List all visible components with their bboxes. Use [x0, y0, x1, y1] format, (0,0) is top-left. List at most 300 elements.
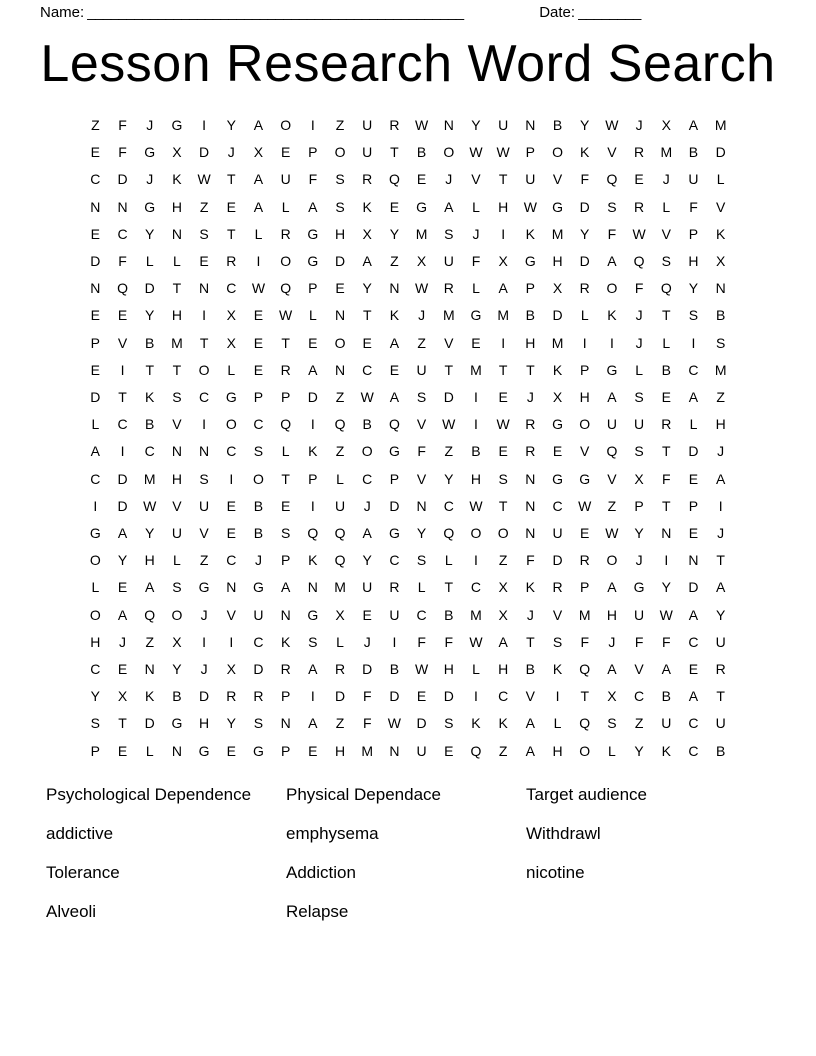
grid-cell[interactable]: W	[414, 117, 429, 133]
grid-cell[interactable]: E	[253, 334, 264, 351]
grid-cell[interactable]: N	[144, 661, 155, 678]
grid-cell[interactable]: L	[91, 416, 100, 433]
grid-cell[interactable]: I	[310, 688, 315, 705]
grid-cell[interactable]: S	[634, 389, 644, 406]
grid-cell[interactable]: X	[416, 253, 427, 270]
grid-cell[interactable]: V	[117, 334, 128, 351]
grid-cell[interactable]: I	[310, 117, 315, 133]
grid-cell[interactable]: E	[498, 389, 508, 406]
grid-cell[interactable]: L	[580, 307, 589, 324]
grid-cell[interactable]: B	[362, 416, 372, 433]
grid-cell[interactable]: V	[525, 688, 536, 705]
grid-cell[interactable]: A	[607, 253, 617, 270]
grid-cell[interactable]: A	[145, 579, 155, 596]
grid-cell[interactable]: S	[661, 253, 671, 270]
grid-cell[interactable]: C	[389, 552, 400, 569]
grid-cell[interactable]: A	[362, 525, 372, 542]
grid-cell[interactable]: X	[226, 661, 236, 678]
grid-cell[interactable]: A	[525, 742, 536, 759]
grid-cell[interactable]: N	[90, 280, 101, 297]
grid-cell[interactable]: U	[715, 715, 726, 732]
grid-cell[interactable]: N	[688, 552, 699, 569]
grid-cell[interactable]: N	[307, 579, 318, 596]
grid-cell[interactable]: B	[145, 334, 155, 351]
grid-cell[interactable]: A	[607, 661, 617, 678]
grid-cell[interactable]: A	[90, 443, 101, 460]
grid-cell[interactable]: K	[552, 361, 563, 378]
grid-cell[interactable]: K	[661, 742, 671, 759]
grid-cell[interactable]: Q	[280, 416, 292, 433]
grid-cell[interactable]: J	[146, 171, 154, 188]
grid-cell[interactable]: V	[634, 661, 644, 678]
grid-cell[interactable]: J	[662, 171, 670, 188]
grid-cell[interactable]: F	[118, 144, 127, 161]
grid-cell[interactable]: K	[145, 389, 155, 406]
grid-cell[interactable]: T	[281, 334, 290, 351]
grid-cell[interactable]: Z	[634, 715, 644, 732]
grid-cell[interactable]: L	[472, 198, 480, 215]
grid-cell[interactable]: H	[715, 416, 726, 433]
grid-cell[interactable]: P	[280, 742, 291, 759]
grid-cell[interactable]: K	[525, 579, 536, 596]
grid-cell[interactable]: B	[552, 117, 563, 133]
grid-cell[interactable]: R	[715, 661, 726, 678]
grid-cell[interactable]: B	[145, 416, 155, 433]
grid-cell[interactable]: G	[307, 253, 319, 270]
grid-cell[interactable]: I	[501, 225, 506, 242]
grid-cell[interactable]: D	[90, 253, 101, 270]
grid-cell[interactable]: A	[253, 171, 264, 188]
grid-cell[interactable]: N	[226, 579, 237, 596]
grid-cell[interactable]: R	[280, 661, 291, 678]
grid-cell[interactable]: N	[525, 525, 536, 542]
grid-cell[interactable]: P	[525, 144, 536, 161]
grid-cell[interactable]: T	[498, 497, 508, 514]
grid-cell[interactable]: C	[443, 497, 454, 514]
grid-cell[interactable]: Z	[498, 742, 508, 759]
grid-cell[interactable]: C	[253, 633, 264, 650]
grid-cell[interactable]: D	[90, 389, 101, 406]
grid-cell[interactable]: O	[470, 525, 482, 542]
grid-cell[interactable]: X	[335, 606, 345, 623]
grid-cell[interactable]: Z	[335, 389, 345, 406]
grid-cell[interactable]: B	[389, 661, 400, 678]
grid-cell[interactable]: K	[280, 633, 291, 650]
grid-cell[interactable]: Y	[416, 525, 427, 542]
grid-cell[interactable]: P	[308, 470, 318, 487]
grid-cell[interactable]: T	[227, 225, 236, 242]
grid-cell[interactable]: A	[715, 579, 726, 596]
grid-cell[interactable]: X	[634, 470, 644, 487]
grid-cell[interactable]: F	[362, 688, 372, 705]
grid-cell[interactable]: E	[498, 443, 508, 460]
grid-cell[interactable]: B	[715, 742, 726, 759]
grid-cell[interactable]: S	[607, 715, 617, 732]
grid-cell[interactable]: Q	[633, 253, 645, 270]
grid-cell[interactable]: U	[634, 416, 645, 433]
grid-cell[interactable]: C	[688, 742, 699, 759]
grid-cell[interactable]: Q	[388, 416, 400, 433]
grid-cell[interactable]: B	[661, 688, 671, 705]
grid-cell[interactable]: N	[90, 198, 101, 215]
grid-cell[interactable]: I	[229, 633, 234, 650]
grid-cell[interactable]: I	[256, 253, 261, 270]
grid-cell[interactable]: I	[691, 334, 696, 351]
grid-cell[interactable]: X	[498, 579, 508, 596]
grid-cell[interactable]: F	[417, 443, 426, 460]
grid-cell[interactable]: G	[470, 307, 482, 324]
grid-cell[interactable]: E	[362, 606, 372, 623]
grid-cell[interactable]: D	[579, 198, 590, 215]
grid-cell[interactable]: W	[360, 389, 374, 406]
grid-cell[interactable]: F	[580, 633, 589, 650]
grid-cell[interactable]: B	[444, 606, 454, 623]
grid-cell[interactable]: Y	[362, 552, 372, 569]
grid-cell[interactable]: P	[634, 497, 644, 514]
grid-cell[interactable]: A	[688, 688, 699, 705]
grid-cell[interactable]: T	[662, 443, 671, 460]
grid-cell[interactable]: N	[199, 280, 210, 297]
grid-cell[interactable]: P	[90, 742, 101, 759]
grid-cell[interactable]: G	[198, 579, 210, 596]
grid-cell[interactable]: B	[253, 497, 264, 514]
grid-cell[interactable]: N	[389, 280, 400, 297]
grid-cell[interactable]: H	[171, 307, 182, 324]
grid-cell[interactable]: M	[361, 742, 374, 759]
grid-cell[interactable]: P	[280, 688, 291, 705]
grid-cell[interactable]: Y	[661, 579, 671, 596]
grid-cell[interactable]: S	[253, 443, 264, 460]
grid-cell[interactable]: J	[119, 633, 127, 650]
grid-cell[interactable]: H	[579, 389, 590, 406]
grid-cell[interactable]: U	[362, 117, 373, 133]
grid-cell[interactable]: Z	[199, 198, 209, 215]
grid-cell[interactable]: C	[199, 389, 210, 406]
grid-cell[interactable]: A	[525, 715, 536, 732]
grid-cell[interactable]: P	[280, 389, 291, 406]
grid-cell[interactable]: T	[526, 361, 535, 378]
grid-cell[interactable]: U	[715, 633, 726, 650]
grid-cell[interactable]: Z	[444, 443, 454, 460]
grid-cell[interactable]: N	[171, 742, 182, 759]
grid-cell[interactable]: U	[199, 497, 210, 514]
grid-cell[interactable]: Q	[606, 443, 618, 460]
grid-cell[interactable]: K	[362, 198, 372, 215]
word-list-item[interactable]: nicotine	[526, 863, 585, 882]
grid-cell[interactable]: P	[525, 280, 536, 297]
grid-cell[interactable]: Y	[226, 117, 236, 133]
grid-cell[interactable]: K	[308, 552, 318, 569]
grid-cell[interactable]: A	[362, 253, 372, 270]
grid-cell[interactable]: S	[416, 389, 427, 406]
grid-cell[interactable]: U	[362, 579, 373, 596]
grid-cell[interactable]: L	[662, 334, 671, 351]
grid-cell[interactable]: D	[144, 715, 155, 732]
grid-cell[interactable]: E	[90, 225, 101, 242]
grid-cell[interactable]: D	[334, 688, 346, 705]
grid-cell[interactable]: Q	[334, 525, 346, 542]
grid-cell[interactable]: J	[717, 525, 725, 542]
grid-cell[interactable]: W	[469, 633, 483, 650]
grid-cell[interactable]: E	[416, 171, 427, 188]
grid-cell[interactable]: Q	[144, 606, 156, 623]
grid-cell[interactable]: U	[334, 497, 346, 514]
grid-cell[interactable]: T	[580, 688, 589, 705]
grid-cell[interactable]: J	[608, 633, 616, 650]
grid-cell[interactable]: K	[172, 171, 182, 188]
grid-cell[interactable]: J	[227, 144, 235, 161]
grid-cell[interactable]: V	[416, 470, 427, 487]
grid-cell[interactable]: V	[552, 171, 563, 188]
grid-cell[interactable]: E	[444, 742, 454, 759]
grid-cell[interactable]: Y	[715, 606, 726, 623]
grid-cell[interactable]: E	[688, 525, 699, 542]
grid-cell[interactable]: V	[172, 416, 182, 433]
word-search-grid[interactable]	[82, 112, 735, 765]
grid-cell[interactable]: K	[715, 225, 726, 242]
grid-cell[interactable]: T	[172, 280, 182, 297]
grid-cell[interactable]: R	[443, 280, 454, 297]
grid-cell[interactable]: Y	[145, 225, 155, 242]
grid-cell[interactable]: U	[661, 715, 672, 732]
grid-cell[interactable]: C	[226, 280, 237, 297]
grid-cell[interactable]: H	[552, 742, 563, 759]
grid-cell[interactable]: G	[225, 389, 237, 406]
grid-cell[interactable]: H	[552, 253, 563, 270]
grid-cell[interactable]: R	[389, 117, 400, 133]
grid-cell[interactable]: U	[416, 361, 427, 378]
grid-cell[interactable]: A	[308, 715, 318, 732]
grid-cell[interactable]: Y	[145, 307, 155, 324]
grid-cell[interactable]: V	[444, 334, 454, 351]
grid-cell[interactable]: D	[443, 389, 454, 406]
grid-cell[interactable]: U	[253, 606, 264, 623]
grid-cell[interactable]: C	[634, 688, 645, 705]
grid-cell[interactable]: U	[552, 525, 563, 542]
grid-cell[interactable]: Z	[335, 443, 345, 460]
grid-cell[interactable]: H	[688, 253, 699, 270]
grid-cell[interactable]: T	[199, 334, 209, 351]
grid-cell[interactable]: M	[171, 334, 183, 351]
grid-cell[interactable]: Y	[389, 225, 400, 242]
grid-cell[interactable]: Y	[145, 525, 155, 542]
grid-cell[interactable]: E	[661, 389, 671, 406]
grid-cell[interactable]: W	[251, 280, 266, 297]
grid-cell[interactable]: L	[145, 742, 154, 759]
grid-cell[interactable]: U	[171, 525, 182, 542]
grid-cell[interactable]: O	[497, 525, 509, 542]
grid-cell[interactable]: O	[443, 144, 455, 161]
grid-cell[interactable]: B	[715, 307, 726, 324]
grid-cell[interactable]: J	[200, 606, 208, 623]
grid-cell[interactable]: D	[117, 470, 128, 487]
grid-cell[interactable]: U	[362, 144, 373, 161]
grid-cell[interactable]: R	[661, 416, 672, 433]
grid-cell[interactable]: I	[474, 389, 478, 406]
grid-cell[interactable]: C	[117, 225, 128, 242]
grid-cell[interactable]: P	[308, 144, 318, 161]
grid-cell[interactable]: H	[199, 715, 210, 732]
grid-cell[interactable]: Q	[443, 525, 455, 542]
grid-cell[interactable]: L	[308, 307, 317, 324]
grid-cell[interactable]: C	[253, 416, 264, 433]
grid-cell[interactable]: N	[334, 361, 346, 378]
grid-cell[interactable]: M	[714, 117, 727, 133]
grid-cell[interactable]: A	[117, 525, 128, 542]
grid-cell[interactable]: I	[664, 552, 669, 569]
grid-cell[interactable]: B	[416, 144, 427, 161]
grid-cell[interactable]: E	[416, 688, 427, 705]
grid-cell[interactable]: I	[202, 117, 207, 133]
grid-cell[interactable]: W	[523, 198, 537, 215]
grid-cell[interactable]: F	[689, 198, 698, 215]
grid-cell[interactable]: M	[714, 361, 727, 378]
grid-cell[interactable]: D	[688, 579, 699, 596]
grid-cell[interactable]: R	[525, 443, 536, 460]
grid-cell[interactable]: G	[144, 198, 156, 215]
grid-cell[interactable]: I	[93, 497, 98, 514]
grid-cell[interactable]: R	[579, 552, 590, 569]
grid-cell[interactable]: F	[580, 171, 589, 188]
grid-cell[interactable]: P	[308, 280, 318, 297]
grid-cell[interactable]: O	[334, 334, 346, 351]
grid-cell[interactable]: K	[471, 715, 481, 732]
grid-cell[interactable]: L	[472, 661, 480, 678]
grid-cell[interactable]: S	[172, 389, 182, 406]
grid-cell[interactable]: L	[336, 470, 344, 487]
grid-cell[interactable]: G	[253, 742, 264, 759]
grid-cell[interactable]: Z	[199, 552, 209, 569]
grid-cell[interactable]: O	[606, 280, 618, 297]
grid-cell[interactable]: G	[307, 606, 319, 623]
grid-cell[interactable]: Z	[91, 117, 100, 133]
grid-cell[interactable]: D	[307, 389, 318, 406]
grid-cell[interactable]: F	[471, 253, 481, 270]
grid-cell[interactable]: I	[120, 361, 125, 378]
grid-cell[interactable]: L	[553, 715, 562, 732]
grid-cell[interactable]: I	[392, 633, 397, 650]
grid-cell[interactable]: L	[281, 198, 290, 215]
grid-cell[interactable]: T	[118, 389, 127, 406]
grid-cell[interactable]: N	[199, 443, 210, 460]
grid-cell[interactable]: I	[582, 334, 587, 351]
grid-cell[interactable]: G	[552, 470, 563, 487]
grid-cell[interactable]: Q	[470, 742, 482, 759]
grid-cell[interactable]: Q	[334, 552, 346, 569]
grid-cell[interactable]: S	[552, 633, 563, 650]
grid-cell[interactable]: W	[578, 497, 592, 514]
grid-cell[interactable]: E	[389, 361, 400, 378]
grid-cell[interactable]: O	[198, 361, 210, 378]
grid-cell[interactable]: F	[526, 552, 535, 569]
word-list-item[interactable]: Psychological Dependence	[46, 785, 252, 804]
grid-cell[interactable]: B	[661, 361, 671, 378]
grid-cell[interactable]: F	[662, 633, 671, 650]
grid-cell[interactable]: C	[90, 470, 101, 487]
grid-cell[interactable]: A	[498, 280, 508, 297]
grid-cell[interactable]: G	[579, 470, 591, 487]
grid-cell[interactable]: W	[605, 525, 619, 542]
grid-cell[interactable]: Y	[90, 688, 101, 705]
grid-cell[interactable]: J	[635, 334, 643, 351]
grid-cell[interactable]: B	[525, 661, 536, 678]
grid-cell[interactable]: U	[389, 606, 400, 623]
grid-cell[interactable]: P	[580, 361, 590, 378]
grid-cell[interactable]: L	[254, 225, 263, 242]
grid-cell[interactable]: D	[117, 497, 128, 514]
grid-cell[interactable]: E	[688, 661, 699, 678]
grid-cell[interactable]: R	[579, 280, 590, 297]
grid-cell[interactable]: I	[120, 443, 125, 460]
word-list-item[interactable]: Tolerance	[46, 863, 120, 882]
grid-cell[interactable]: X	[607, 688, 617, 705]
grid-cell[interactable]: E	[226, 497, 236, 514]
grid-cell[interactable]: Y	[362, 280, 372, 297]
grid-cell[interactable]: A	[308, 361, 318, 378]
grid-cell[interactable]: O	[579, 742, 591, 759]
grid-cell[interactable]: V	[226, 606, 236, 623]
grid-cell[interactable]: Z	[390, 253, 399, 270]
grid-cell[interactable]: E	[226, 742, 236, 759]
grid-cell[interactable]: Q	[388, 171, 400, 188]
grid-cell[interactable]: N	[443, 117, 454, 133]
grid-cell[interactable]: G	[388, 525, 400, 542]
word-list-item[interactable]: addictive	[46, 824, 114, 843]
grid-cell[interactable]: A	[715, 470, 726, 487]
grid-cell[interactable]: L	[173, 253, 181, 270]
grid-cell[interactable]: M	[470, 361, 482, 378]
grid-cell[interactable]: J	[200, 661, 208, 678]
grid-cell[interactable]: A	[444, 198, 454, 215]
grid-cell[interactable]: E	[199, 253, 209, 270]
grid-cell[interactable]: G	[552, 198, 563, 215]
word-list-item[interactable]: Relapse	[286, 902, 349, 921]
grid-cell[interactable]: D	[552, 307, 563, 324]
grid-cell[interactable]: Q	[117, 280, 128, 297]
grid-cell[interactable]: N	[661, 525, 672, 542]
grid-cell[interactable]: D	[416, 715, 427, 732]
grid-cell[interactable]: W	[469, 497, 483, 514]
grid-cell[interactable]: D	[199, 688, 210, 705]
grid-cell[interactable]: A	[688, 389, 699, 406]
grid-cell[interactable]: N	[416, 497, 427, 514]
grid-cell[interactable]: V	[580, 443, 590, 460]
grid-cell[interactable]: I	[501, 334, 506, 351]
grid-cell[interactable]: Y	[172, 661, 182, 678]
grid-cell[interactable]: S	[715, 334, 726, 351]
grid-cell[interactable]: E	[90, 144, 101, 161]
grid-cell[interactable]: F	[662, 470, 671, 487]
grid-cell[interactable]: S	[335, 198, 345, 215]
grid-cell[interactable]: R	[362, 171, 373, 188]
grid-cell[interactable]: O	[280, 117, 292, 133]
grid-cell[interactable]: T	[145, 361, 154, 378]
grid-cell[interactable]: A	[280, 579, 291, 596]
grid-cell[interactable]: R	[552, 579, 563, 596]
grid-cell[interactable]: G	[144, 144, 156, 161]
grid-cell[interactable]: N	[389, 742, 400, 759]
grid-cell[interactable]: T	[172, 361, 182, 378]
grid-cell[interactable]: Z	[335, 715, 345, 732]
grid-cell[interactable]: M	[415, 225, 428, 242]
grid-cell[interactable]: J	[717, 443, 725, 460]
grid-cell[interactable]: K	[607, 307, 617, 324]
grid-cell[interactable]: F	[118, 253, 127, 270]
grid-cell[interactable]: C	[498, 688, 509, 705]
grid-cell[interactable]: Z	[716, 389, 725, 406]
grid-cell[interactable]: C	[688, 633, 699, 650]
grid-cell[interactable]: C	[552, 497, 563, 514]
